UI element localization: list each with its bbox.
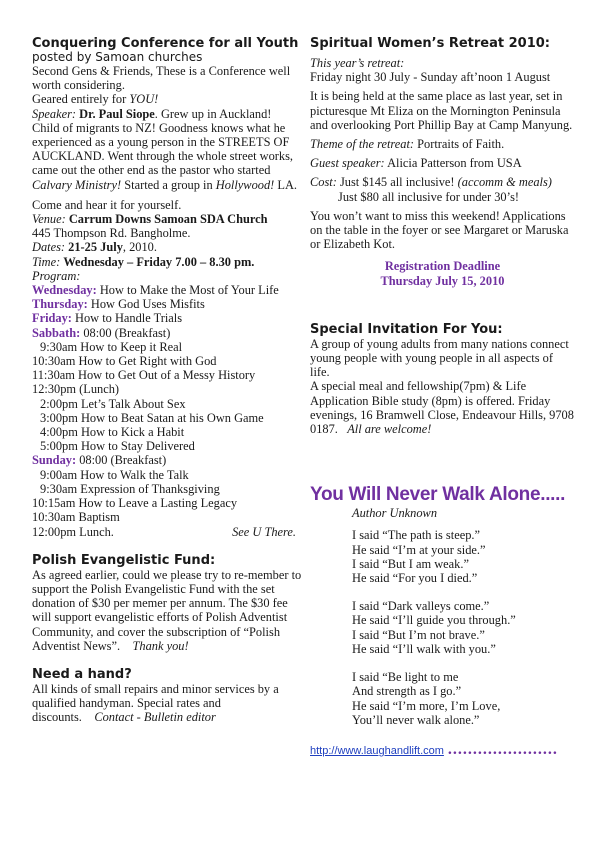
poem-footer xyxy=(310,741,575,759)
special-invitation-section xyxy=(310,322,575,436)
poem-line: I said “Be light to me xyxy=(352,670,459,685)
program-item: 9:00am How to Walk the Talk xyxy=(40,467,189,482)
speaker-bio: Speaker: Dr. Paul Siope. Grew up in Auckland! Child of migrants to NZ! Goodness knows what he experienced as a young person in the STREETS OF AUCKLAND. Went through the whole street works, came out the other end as the pastor who started Calvary Ministry! Started a group in Hollywood! LA. xyxy=(32,106,298,192)
special-invitation-meal: A special meal and fellowship(7pm) & Life Application Bible study (8pm) is offered. Friday evenings, 16 Bramwell Close, Endeavour Hills, 9708 0187. All are welcome! xyxy=(310,379,574,437)
posted-by: posted by Samoan churches xyxy=(32,50,203,64)
venue-line: Venue: Carrum Downs Samoan SDA Church xyxy=(32,212,268,227)
poem-line: He said “I’m more, I’m Love, xyxy=(352,698,501,713)
program-day: Thursday: How God Uses Misfits xyxy=(32,297,205,312)
retreat-cost: Cost: Just $145 all inclusive! (accomm & meals) xyxy=(310,175,552,190)
need-a-hand-body: All kinds of small repairs and minor services by a qualified handyman. Special rates and discounts. Contact - Bulletin editor xyxy=(32,681,279,725)
poem-stanza xyxy=(310,528,575,585)
program-item: 10:30am Baptism xyxy=(32,510,120,525)
this-year-label: This year’s retreat: xyxy=(310,56,405,70)
program-item: 12:30pm (Lunch) xyxy=(32,382,120,397)
poem-line: He said “I’ll guide you through.” xyxy=(352,613,516,628)
retreat-cost-under30: Just $80 all inclusive for under 30’s! xyxy=(338,189,520,204)
poem-line: He said “For you I died.” xyxy=(352,571,478,586)
intro-text: Second Gens & Friends, These is a Conference well worth considering. xyxy=(32,64,291,93)
lunch-line: 12:00pm Lunch. See U There. xyxy=(32,524,296,539)
polish-fund-body: As agreed earlier, could we please try to re-member to support the Polish Evangelistic Fund with the set donation of $30 per memer per annum. The $30 fee will support evangelistic efforts of Polish Adventist Community, and cover the subscription of “Polish Adventist News”. Thank you! xyxy=(32,567,302,653)
poem-line: You’ll never walk alone.” xyxy=(352,712,480,727)
retreat-theme: Theme of the retreat: Portraits of Faith. xyxy=(310,137,505,152)
program-item: 9:30am How to Keep it Real xyxy=(40,339,183,354)
poem-line: He said “I’m at your side.” xyxy=(352,542,486,557)
venue-address: 445 Thompson Rd. Bangholme. xyxy=(32,226,191,241)
program-item: 10:30am How to Get Right with God xyxy=(32,354,217,369)
retreat-guest: Guest speaker: Alicia Patterson from USA xyxy=(310,156,522,171)
poem-section xyxy=(310,484,575,759)
polish-fund-section xyxy=(32,553,302,653)
registration-deadline: Registration Deadline xyxy=(384,259,501,274)
program-item: 11:30am How to Get Out of a Messy History xyxy=(32,368,256,383)
program-item: 2:00pm Let’s Talk About Sex xyxy=(40,396,186,411)
retreat-place: It is being held at the same place as last year, set in picturesque Mt Eliza on the Mornington Peninsula and overlooking Port Phillip Bay at Camp Manyung. xyxy=(310,89,573,132)
program-day: Wednesday: How to Make the Most of Your Life xyxy=(32,283,279,298)
left-column xyxy=(32,36,302,725)
womens-retreat-title: Spiritual Women’s Retreat 2010: xyxy=(310,36,551,51)
special-invitation-body: A group of young adults from many nations connect young people with young people in all aspects of life. xyxy=(310,336,569,380)
retreat-dates: Friday night 30 July - Sunday aft’noon 1 August xyxy=(310,70,551,85)
poem-line: I said “The path is steep.” xyxy=(352,528,480,543)
poem-line: I said “But I am weak.” xyxy=(352,556,469,571)
program-day: Friday: How to Handle Trials xyxy=(32,311,183,326)
come-text: Come and hear it for yourself. xyxy=(32,197,182,212)
geared-line: Geared entirely for YOU! xyxy=(32,92,159,107)
poem-line: And strength as I go.” xyxy=(352,684,462,699)
retreat-dont-miss: You won’t want to miss this weekend! Applications on the table in the foyer or see Margaret or Maruska or Elizabeth Kot. xyxy=(310,208,569,252)
program-item: 4:00pm How to Kick a Habit xyxy=(40,425,185,440)
poem-line: He said “I’ll walk with you.” xyxy=(352,641,496,656)
right-column xyxy=(310,36,575,759)
program-day: Sunday: 08:00 (Breakfast) xyxy=(32,453,167,468)
program-label: Program: xyxy=(32,268,81,283)
laughandlift-link[interactable]: http://www.laughandlift.com xyxy=(310,744,444,757)
youth-conference-section xyxy=(32,36,302,539)
need-a-hand-title: Need a hand? xyxy=(32,666,132,682)
program-day: Sabbath: 08:00 (Breakfast) xyxy=(32,325,171,340)
poem-stanza xyxy=(310,599,575,656)
poem-line: I said “But I’m not brave.” xyxy=(352,627,485,642)
poem-line: I said “Dark valleys come.” xyxy=(352,599,490,614)
registration-deadline-date: Thursday July 15, 2010 xyxy=(380,273,505,288)
program-list xyxy=(32,283,302,539)
program-item: 3:00pm How to Beat Satan at his Own Game xyxy=(40,410,264,425)
youth-conference-title: Conquering Conference for all Youth xyxy=(32,36,299,51)
program-item: 9:30am Expression of Thanksgiving xyxy=(40,481,220,496)
need-a-hand-section xyxy=(32,667,302,725)
program-item: 5:00pm How to Stay Delivered xyxy=(40,439,195,454)
polish-fund-title: Polish Evangelistic Fund: xyxy=(32,552,216,568)
special-invitation-title: Special Invitation For You: xyxy=(310,321,503,337)
time-line: Time: Wednesday – Friday 7.00 – 8.30 pm. xyxy=(32,254,255,269)
poem-author: Author Unknown xyxy=(352,506,438,521)
womens-retreat-section xyxy=(310,36,575,288)
dotted-leader: ...................... xyxy=(447,740,558,758)
poem-title: You Will Never Walk Alone..... xyxy=(310,484,566,506)
dates-line: Dates: 21-25 July, 2010. xyxy=(32,240,157,255)
program-item: 10:15am How to Leave a Lasting Legacy xyxy=(32,496,238,511)
poem-stanza xyxy=(310,670,575,727)
